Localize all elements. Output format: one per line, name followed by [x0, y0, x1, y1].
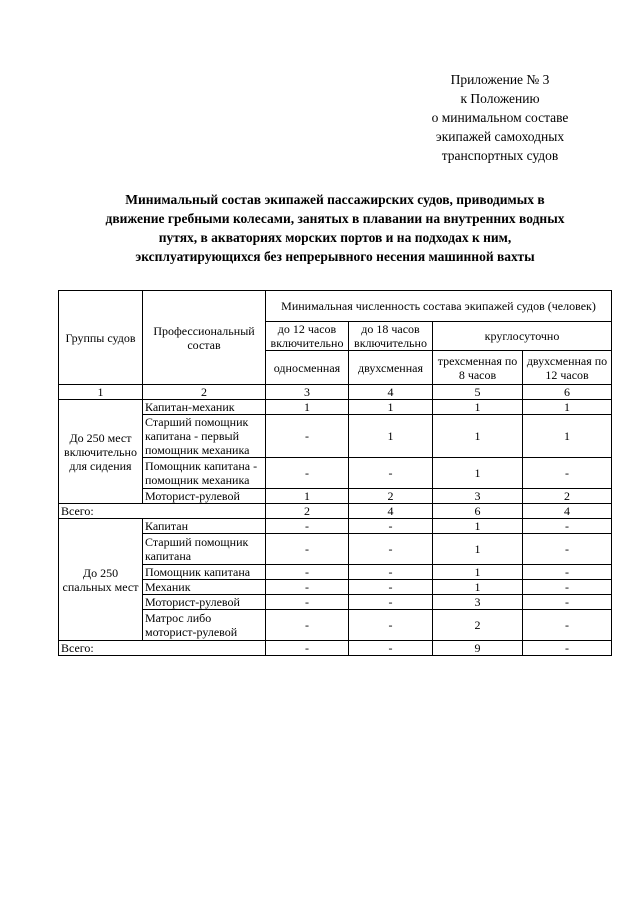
appendix-line: транспортных судов	[441, 148, 559, 163]
title-line: движение гребными колесами, занятых в плавании на внутренних водных	[105, 211, 565, 226]
role-cell: Механик	[143, 580, 266, 595]
total-value: 9	[433, 641, 523, 656]
header-row	[59, 291, 612, 322]
column-number: 1	[59, 385, 143, 400]
header-groups: Группы судов	[59, 291, 143, 385]
value-cell: 1	[433, 415, 523, 458]
value-cell: -	[349, 595, 433, 610]
column-number-row	[59, 385, 612, 400]
table-row	[59, 519, 612, 534]
value-cell: -	[266, 595, 349, 610]
value-cell: -	[266, 415, 349, 458]
header-one-shift: односменная	[266, 351, 349, 385]
value-cell: 1	[433, 400, 523, 415]
value-cell: 3	[433, 595, 523, 610]
total-row	[59, 641, 612, 656]
total-value: 4	[523, 504, 612, 519]
value-cell: 1	[433, 458, 523, 489]
total-value: 6	[433, 504, 523, 519]
column-number: 3	[266, 385, 349, 400]
crew-table	[58, 290, 612, 656]
total-label: Всего:	[59, 504, 266, 519]
header-two-shift-12: двухсменная по 12 часов	[523, 351, 612, 385]
total-value: -	[266, 641, 349, 656]
total-value: 4	[349, 504, 433, 519]
value-cell: -	[523, 565, 612, 580]
value-cell: 1	[433, 519, 523, 534]
value-cell: -	[523, 458, 612, 489]
role-cell: Капитан-механик	[143, 400, 266, 415]
value-cell: 1	[523, 400, 612, 415]
value-cell: 2	[349, 489, 433, 504]
value-cell: 1	[433, 580, 523, 595]
value-cell: 3	[433, 489, 523, 504]
value-cell: -	[523, 534, 612, 565]
header-three-shift-8: трехсменная по 8 часов	[433, 351, 523, 385]
header-two-shift: двухсменная	[349, 351, 433, 385]
group-name: До 250 спальных мест	[59, 519, 143, 641]
value-cell: -	[523, 580, 612, 595]
appendix-line: о минимальном составе	[431, 110, 569, 125]
value-cell: 2	[523, 489, 612, 504]
value-cell: -	[349, 519, 433, 534]
value-cell: -	[349, 458, 433, 489]
value-cell: 1	[349, 400, 433, 415]
value-cell: -	[523, 595, 612, 610]
role-cell: Моторист-рулевой	[143, 595, 266, 610]
role-cell: Старший помощник капитана - первый помощник механика	[143, 415, 266, 458]
role-cell: Капитан	[143, 519, 266, 534]
appendix-line: экипажей самоходных	[435, 129, 565, 144]
value-cell: -	[266, 580, 349, 595]
title-line: Минимальный состав экипажей пассажирских судов, приводимых в	[125, 192, 545, 207]
value-cell: -	[266, 610, 349, 641]
appendix-line: Приложение № 3	[450, 72, 550, 87]
value-cell: -	[266, 534, 349, 565]
value-cell: -	[349, 565, 433, 580]
role-cell: Матрос либо моторист-рулевой	[143, 610, 266, 641]
header-round-clock: круглосуточно	[433, 322, 612, 351]
total-value: -	[349, 641, 433, 656]
value-cell: -	[523, 610, 612, 641]
total-value: -	[523, 641, 612, 656]
value-cell: 1	[433, 565, 523, 580]
header-upto12: до 12 часов включительно	[266, 322, 349, 351]
value-cell: -	[349, 580, 433, 595]
title-line: путях, в акваториях морских портов и на подходах к ним,	[158, 230, 512, 245]
column-number: 2	[143, 385, 266, 400]
value-cell: -	[266, 565, 349, 580]
appendix-line: к Положению	[460, 91, 540, 106]
header-profession: Профессиональный состав	[143, 291, 266, 385]
header-upto18: до 18 часов включительно	[349, 322, 433, 351]
value-cell: -	[349, 534, 433, 565]
group-name: До 250 мест включительно для сидения	[59, 400, 143, 504]
value-cell: 1	[266, 489, 349, 504]
value-cell: -	[266, 458, 349, 489]
column-number: 5	[433, 385, 523, 400]
value-cell: 1	[433, 534, 523, 565]
document-title	[70, 190, 600, 266]
value-cell: 1	[349, 415, 433, 458]
column-number: 4	[349, 385, 433, 400]
value-cell: 1	[523, 415, 612, 458]
total-value: 2	[266, 504, 349, 519]
value-cell: -	[523, 519, 612, 534]
value-cell: 1	[266, 400, 349, 415]
column-number: 6	[523, 385, 612, 400]
table-row	[59, 400, 612, 415]
total-label: Всего:	[59, 641, 266, 656]
value-cell: 2	[433, 610, 523, 641]
role-cell: Помощник капитана	[143, 565, 266, 580]
value-cell: -	[266, 519, 349, 534]
role-cell: Моторист-рулевой	[143, 489, 266, 504]
header-min-crew: Минимальная численность состава экипажей судов (человек)	[266, 291, 612, 322]
value-cell: -	[349, 610, 433, 641]
appendix-block	[400, 70, 600, 165]
title-line: эксплуатирующихся без непрерывного несения машинной вахты	[135, 249, 535, 264]
role-cell: Помощник капитана - помощник механика	[143, 458, 266, 489]
role-cell: Старший помощник капитана	[143, 534, 266, 565]
total-row	[59, 504, 612, 519]
